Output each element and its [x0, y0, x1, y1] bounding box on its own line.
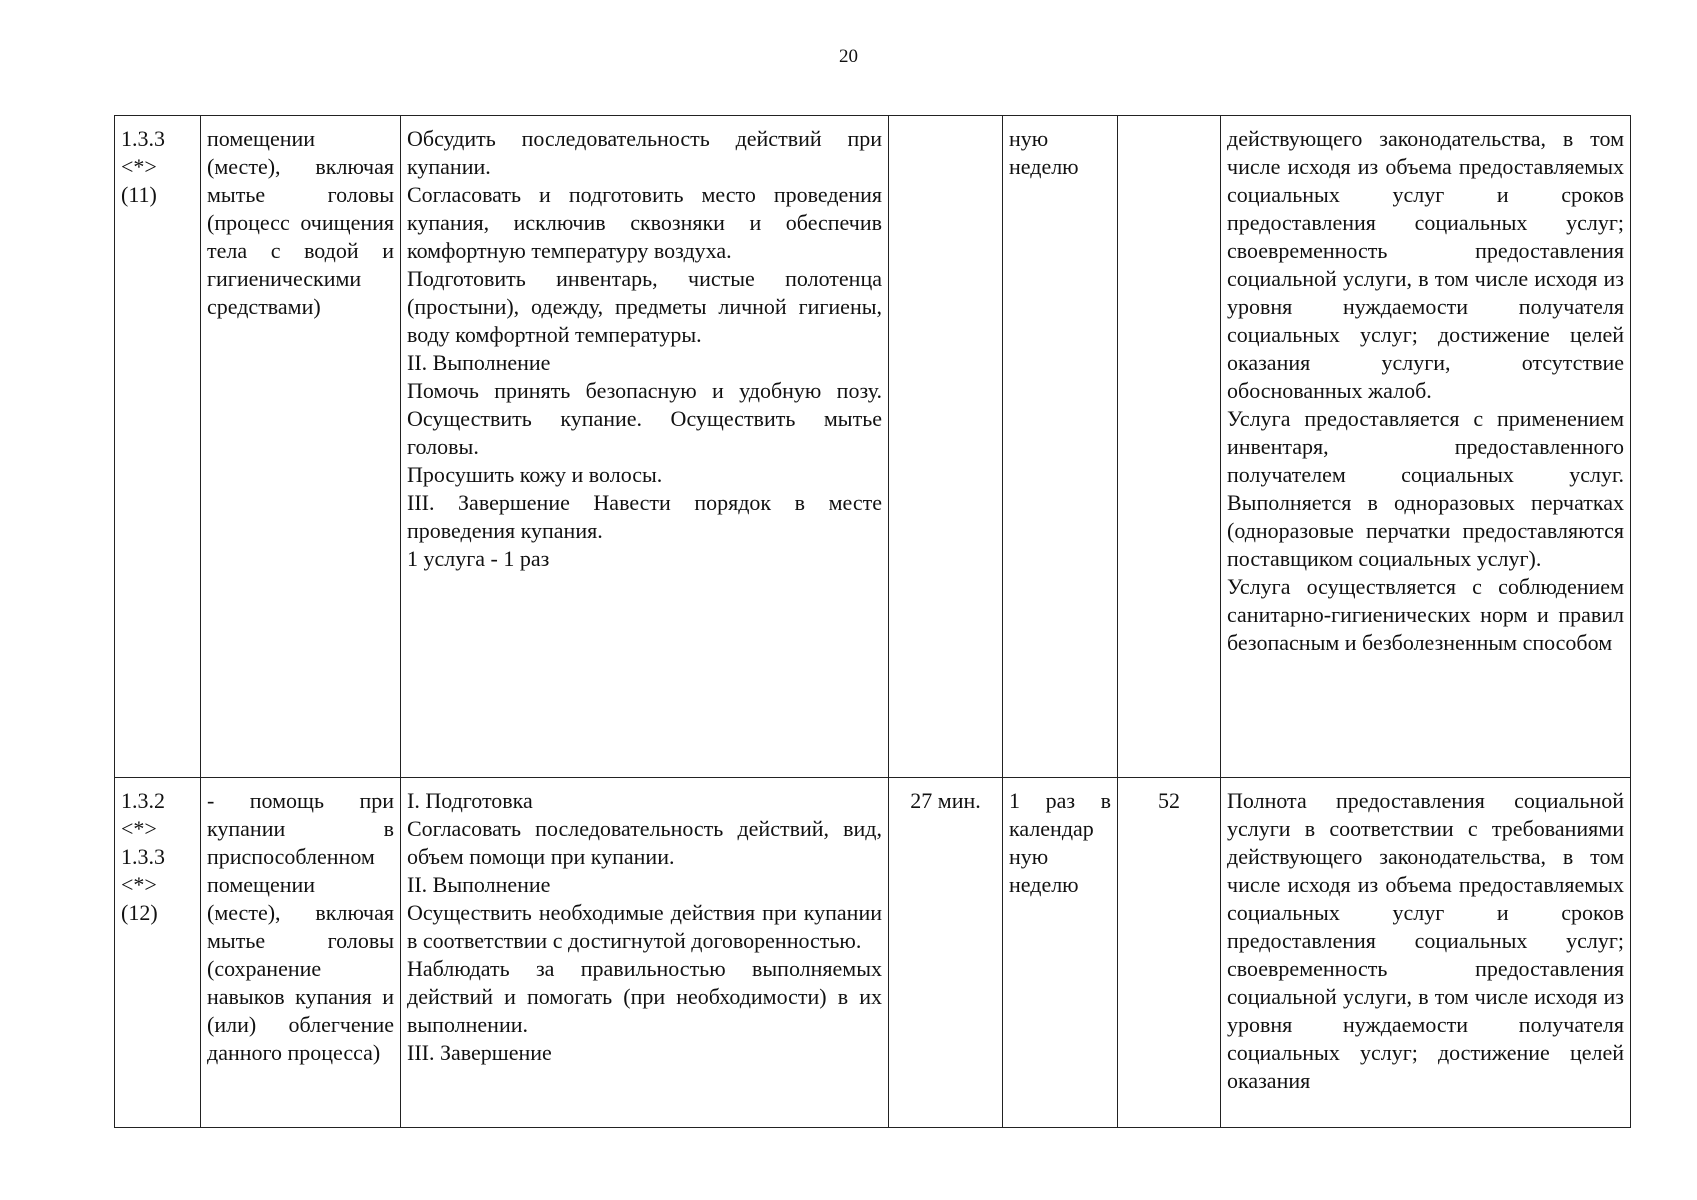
- quality-paragraph: действующего законодательства, в том числе исходя из объема предоставляемых социальных услуг и сроков предоставления социальных услуг; своевременность предоставления социальной услуги, в том числе исходя из уровня нуждаемости получателя социальных услуг; достижение целей оказания услуги, отсутствие обоснованных жалоб.: [1227, 126, 1624, 403]
- service-code-cell: [115, 116, 201, 778]
- service-code-line: (12): [121, 900, 158, 925]
- page-number: 20: [839, 46, 858, 67]
- quality-paragraph: Услуга осуществляется с соблюдением санитарно-гигиенических норм и правил безопасным и безболезненным способом: [1227, 574, 1624, 655]
- description-paragraph: Подготовить инвентарь, чистые полотенца (простыни), одежду, предметы личной гигиены, воду комфортной температуры.: [407, 266, 882, 347]
- service-quality-cell: [1221, 116, 1631, 778]
- service-code-line: <*>: [121, 816, 157, 841]
- service-count-cell: [1118, 116, 1221, 778]
- description-paragraph: II. Выполнение: [407, 350, 551, 375]
- table-row: [115, 116, 1631, 778]
- service-code-line: (11): [121, 182, 157, 207]
- service-frequency-cell: 1 раз в календар ную неделю: [1003, 778, 1118, 1128]
- description-paragraph: III. Завершение: [407, 1040, 552, 1065]
- service-count-cell: 52: [1118, 778, 1221, 1128]
- service-code-line: <*>: [121, 872, 157, 897]
- service-frequency-cell: ную неделю: [1003, 116, 1118, 778]
- description-paragraph: Наблюдать за правильностью выполняемых действий и помогать (при необходимости) в их выполнении.: [407, 956, 882, 1037]
- service-quality-cell: [1221, 778, 1631, 1128]
- description-paragraph: I. Подготовка: [407, 788, 533, 813]
- service-name-cell: - помощь при купании в приспособленном помещении (месте), включая мытье головы (сохранение навыков купания и (или) облегчение данного процесса): [201, 778, 401, 1128]
- service-description-cell: [401, 116, 889, 778]
- service-code-line: 1.3.3: [121, 844, 165, 869]
- service-description-cell: [401, 778, 889, 1128]
- services-table: [114, 115, 1631, 1128]
- table-row: [115, 778, 1631, 1128]
- description-paragraph: III. Завершение Навести порядок в месте проведения купания.: [407, 490, 882, 543]
- service-code-cell: [115, 778, 201, 1128]
- description-paragraph: Просушить кожу и волосы.: [407, 462, 663, 487]
- service-time-cell: 27 мин.: [889, 778, 1003, 1128]
- description-paragraph: Согласовать и подготовить место проведения купания, исключив сквозняки и обеспечив комфортную температуру воздуха.: [407, 182, 882, 263]
- service-time-cell: [889, 116, 1003, 778]
- service-code-line: <*>: [121, 154, 157, 179]
- service-code-line: 1.3.2: [121, 788, 165, 813]
- service-code-line: 1.3.3: [121, 126, 165, 151]
- description-paragraph: Обсудить последовательность действий при купании.: [407, 126, 882, 179]
- description-paragraph: Согласовать последовательность действий, вид, объем помощи при купании.: [407, 816, 882, 869]
- description-paragraph: II. Выполнение: [407, 872, 551, 897]
- quality-paragraph: Полнота предоставления социальной услуги в соответствии с требованиями действующего законодательства, в том числе исходя из объема предоставляемых социальных услуг и сроков предоставления социальных услуг; своевременность предоставления социальной услуги, в том числе исходя из уровня нуждаемости получателя социальных услуг; достижение целей оказания: [1227, 788, 1624, 1093]
- description-paragraph: Помочь принять безопасную и удобную позу. Осуществить купание. Осуществить мытье головы.: [407, 378, 882, 459]
- description-paragraph: Осуществить необходимые действия при купании в соответствии с достигнутой договоренностью.: [407, 900, 882, 953]
- service-name-cell: помещении (месте), включая мытье головы (процесс очищения тела с водой и гигиеническими средствами): [201, 116, 401, 778]
- description-paragraph: 1 услуга - 1 раз: [407, 546, 550, 571]
- quality-paragraph: Услуга предоставляется с применением инвентаря, предоставленного получателем социальных услуг. Выполняется в одноразовых перчатках (одноразовые перчатки предоставляются поставщиком социальных услуг).: [1227, 406, 1624, 571]
